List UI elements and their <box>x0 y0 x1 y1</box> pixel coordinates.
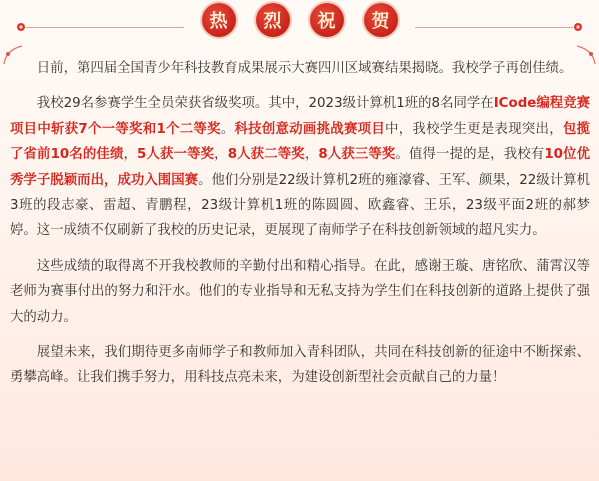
paragraph-intro: 日前，第四届全国青少年科技教育成果展示大赛四川区域赛结果揭晓。我校学子再创佳绩。 <box>36 61 573 76</box>
text-segment: 。值得一提的是，我校有 <box>395 147 545 163</box>
text-segment: 。 <box>220 121 235 137</box>
title-char: 祝 <box>310 3 344 37</box>
text-segment: 我校29名参赛学生全员荣获省级奖项。其中，2023级计算机1班的8名同学在 <box>36 96 494 112</box>
text-segment: ， <box>123 147 138 163</box>
paragraph-outlook: 展望未来，我们期待更多南师学子和教师加入青科团队，共同在科技创新的征途中不断探索、勇攀高峰。让我们携手努力，用科技点亮未来，为建设创新型社会贡献自己的力量！ <box>10 345 590 386</box>
highlight-text: 8人获三等奖 <box>318 147 396 163</box>
highlight-text: 10位优秀学子脱颖而出，成功入围国赛 <box>10 147 591 188</box>
highlight-text: ICode编程竞赛项目中斩获7个一等奖和1个二等奖 <box>10 96 590 137</box>
text-segment: ， <box>214 147 228 163</box>
paragraph-thanks: 这些成绩的取得离不开我校教师的辛勤付出和精心指导。在此，感谢王璇、唐铭欣、蒲霄汉等老师为赛事付出的努力和汗水。他们的专业指导和无私支持为学生们在科技创新的道路上提供了强大的动力。 <box>10 258 590 325</box>
article-body <box>10 56 590 401</box>
text-segment: 。他们分别是22级计算机2班的雍濠睿、王军、颜果，22级计算机3班的段志豪、雷超、青鹏程，23级计算机1班的陈圆圆、欧鑫睿、王乐，23级平面2班的郝梦婷。这一成绩不仅刷新了我校的历史记录，更展现了南师学子在科技创新领域的超凡实力。 <box>10 172 590 239</box>
highlight-text: 包揽了省前10名的佳绩 <box>10 121 591 163</box>
header-banner <box>0 0 599 46</box>
highlight-text: 5人获一等奖 <box>137 147 215 163</box>
title-char: 烈 <box>256 3 290 37</box>
congrats-title <box>0 3 599 37</box>
title-char: 贺 <box>364 3 398 37</box>
paragraph-achievements <box>10 91 590 243</box>
title-char: 热 <box>202 3 236 37</box>
text-segment: ， <box>304 147 319 163</box>
highlight-text: 8人获二等奖 <box>227 147 305 163</box>
highlight-text: 科技创意动画挑战赛项目 <box>234 121 386 137</box>
text-segment: 中，我校学生更是表现突出， <box>385 121 563 137</box>
